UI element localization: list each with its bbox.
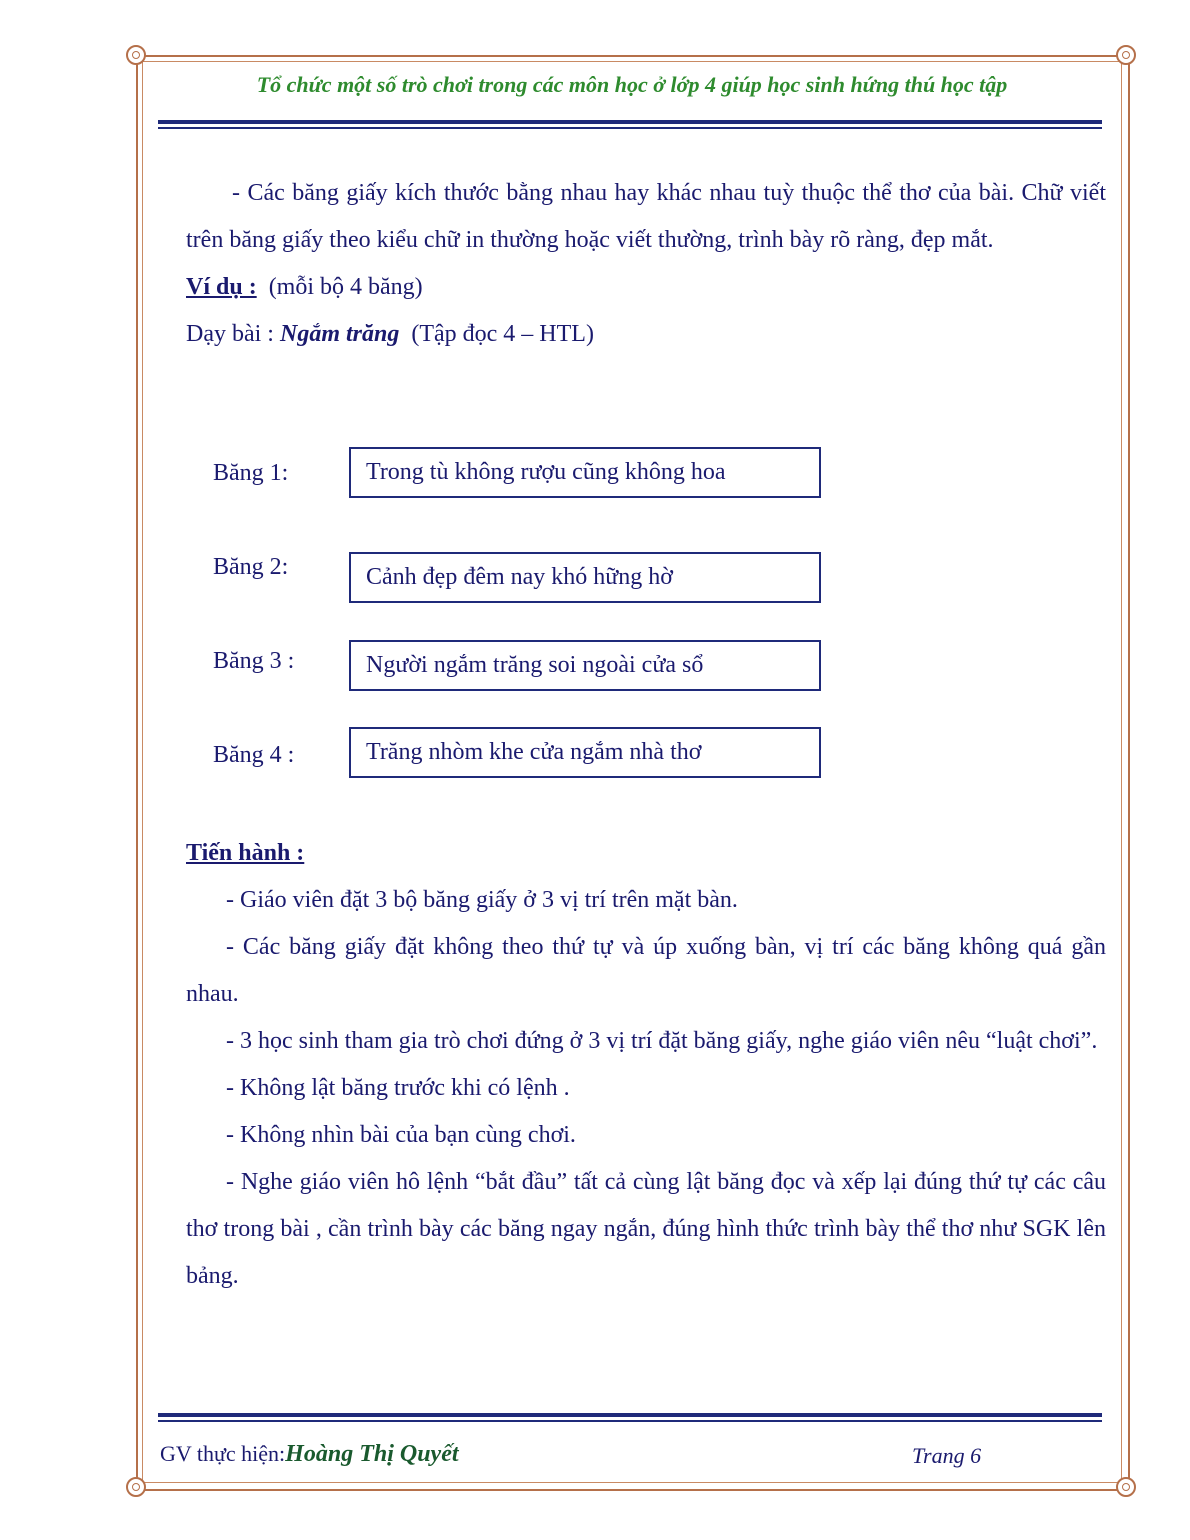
procedure-step: - Giáo viên đặt 3 bộ băng giấy ở 3 vị trí trên mặt bàn. [226,887,738,913]
header-title: Tổ chức một số trò chơi trong các môn học ở lớp 4 giúp học sinh hứng thú học tập [256,72,1008,97]
intro-section [186,170,1106,358]
procedure-step: - Không nhìn bài của bạn cùng chơi. [226,1122,576,1148]
procedure-step: - Nghe giáo viên hô lệnh “bắt đầu” tất cả cùng lật băng đọc và xếp lại đúng thứ tự các câu thơ trong bài , cần trình bày các băng ngay ngắn, đúng hình thức trình bày thể thơ như SGK lên bảng. [186,1169,1106,1289]
lesson-line [186,311,1106,358]
intro-paragraph: - Các băng giấy kích thước bằng nhau hay khác nhau tuỳ thuộc thể thơ của bài. Chữ viết trên băng giấy theo kiểu chữ in thường hoặc viết thường, trình bày rõ ràng, đẹp mắt. [186,180,1106,253]
strip-box-4: Trăng nhòm khe cửa ngắm nhà thơ [349,727,821,778]
strip-label-3: Băng 3 : [213,648,295,674]
strip-label-1: Băng 1: [213,460,289,486]
corner-ornament-bottom-left [126,1477,146,1497]
lesson-note: (Tập đọc 4 – HTL) [411,321,594,347]
procedure-step: - 3 học sinh tham gia trò chơi đứng ở 3 vị trí đặt băng giấy, nghe giáo viên nêu “luật chơi”. [226,1028,1098,1054]
example-line [186,264,1106,311]
example-note: (mỗi bộ 4 băng) [268,274,423,300]
procedure-step: - Không lật băng trước khi có lệnh . [226,1075,570,1101]
procedure-heading: Tiến hành : [186,840,305,866]
author-prefix: GV thực hiện: [160,1441,286,1466]
corner-ornament-top-left [126,45,146,65]
corner-ornament-top-right [1116,45,1136,65]
footer-author [160,1441,459,1468]
procedure-step: - Các băng giấy đặt không theo thứ tự và úp xuống bàn, vị trí các băng không quá gần nhau. [186,934,1106,1007]
strip-box-2: Cảnh đẹp đêm nay khó hững hờ [349,552,821,603]
strip-box-3: Người ngắm trăng soi ngoài cửa sổ [349,640,821,691]
lesson-title: Ngắm trăng [279,321,400,347]
procedure-section [186,830,1106,1300]
footer-rule [158,1413,1102,1422]
header-rule [158,120,1102,129]
lesson-prefix: Dạy bài : [186,321,274,347]
author-name: Hoàng Thị Quyết [285,1441,459,1467]
page-number: Trang 6 [912,1443,982,1468]
example-label: Ví dụ : [186,274,257,300]
strip-box-1: Trong tù không rượu cũng không hoa [349,447,821,498]
corner-ornament-bottom-right [1116,1477,1136,1497]
strip-label-2: Băng 2: [213,554,289,580]
strip-label-4: Băng 4 : [213,742,295,768]
